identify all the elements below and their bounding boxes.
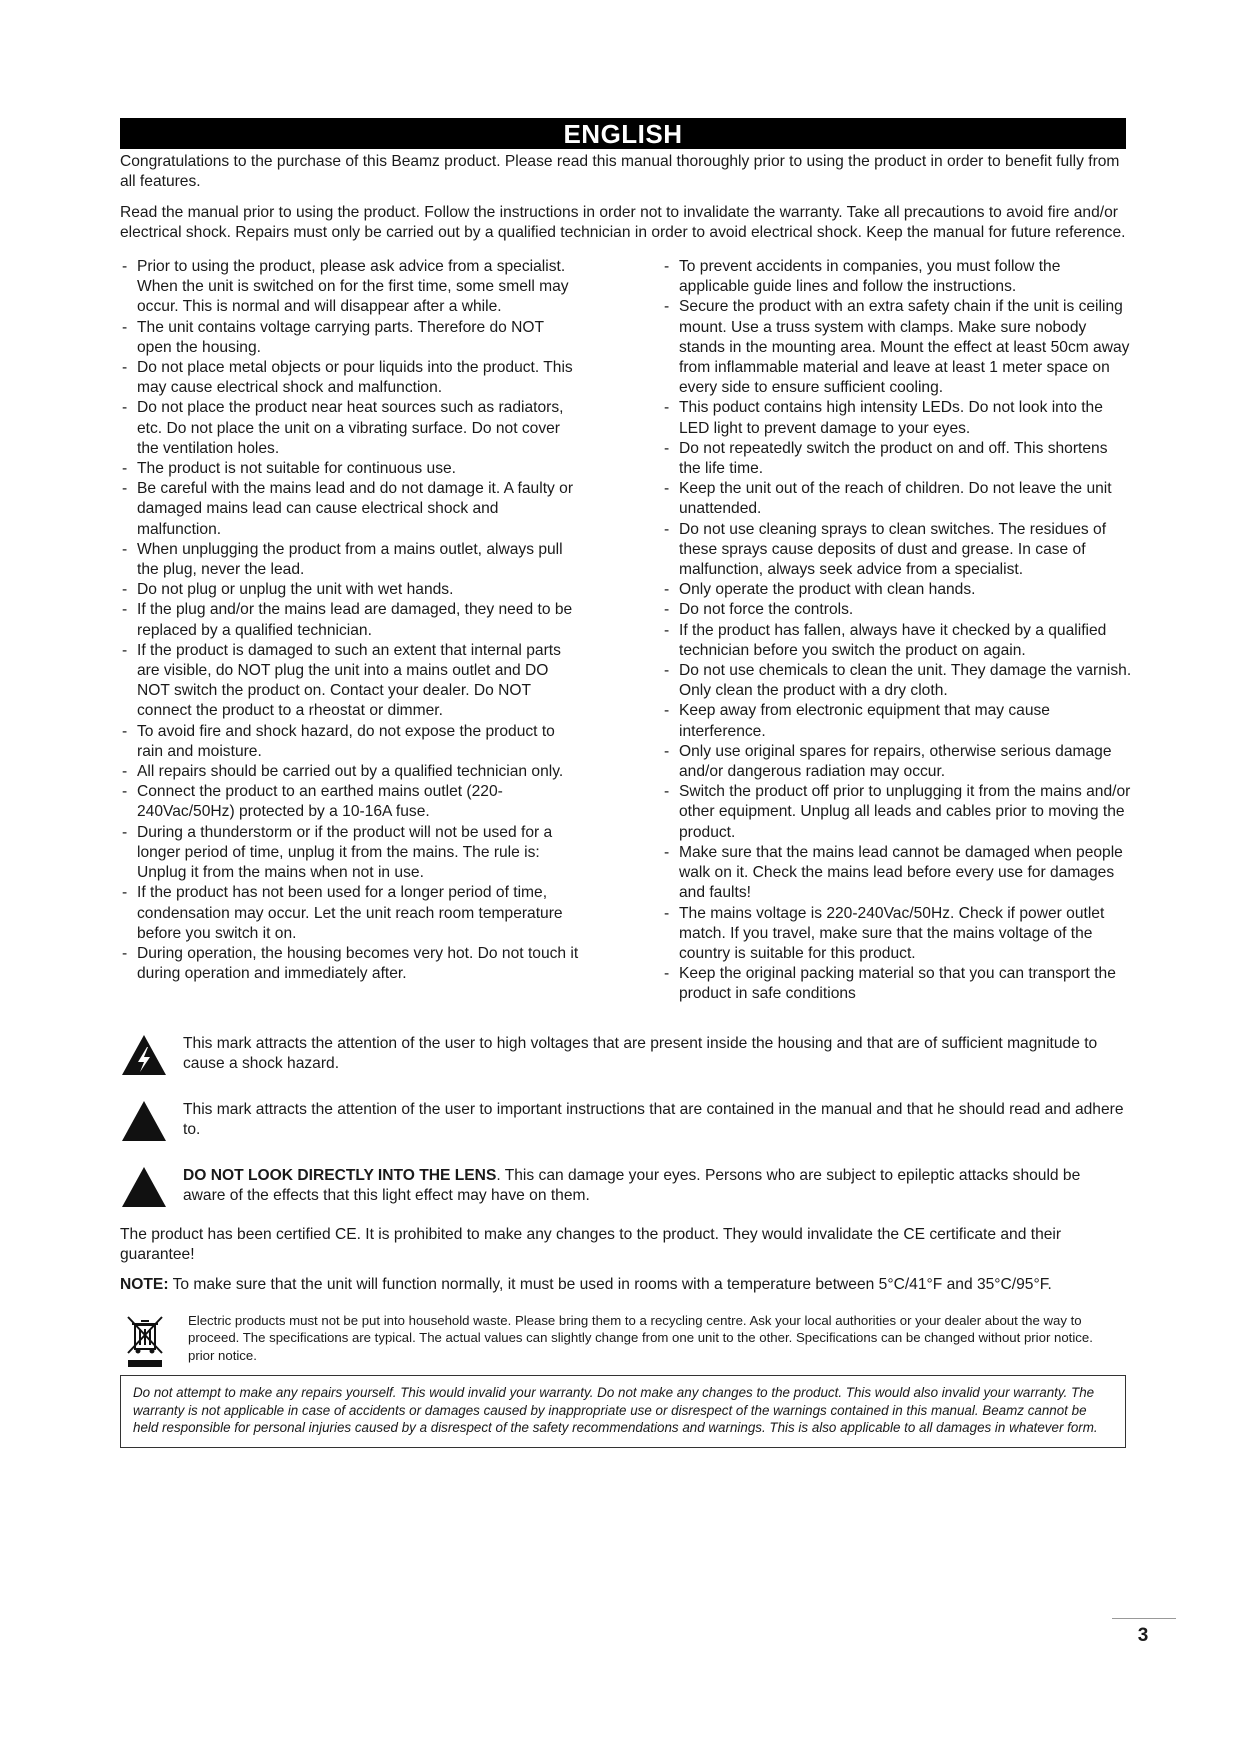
list-item: - Keep the original packing material so that you can transport the product in safe conditions xyxy=(662,964,1132,1004)
lens-warning-heading: DO NOT LOOK DIRECTLY INTO THE LENS xyxy=(183,1166,497,1184)
weee-text-continued: prior notice. xyxy=(188,1347,257,1363)
list-item: - If the product has not been used for a longer period of time, condensation may occur. Let the unit reach room temperature before you switch it on. xyxy=(120,883,582,944)
exclamation-warning-icon xyxy=(120,1099,168,1143)
list-item: - Connect the product to an earthed mains outlet (220-240Vac/50Hz) protected by a 10-16A fuse. xyxy=(120,782,582,822)
page-number: 3 xyxy=(1137,1625,1149,1646)
weee-text: Electric products must not be put into household waste. Please bring them to a recycling centre. Ask your local authorities or your dealer about the way to proceed. The specifications are typical. The actual values can slightly change from one unit to the other. Specifications can be changed without prior notice. xyxy=(188,1312,1093,1346)
list-item: - To avoid fire and shock hazard, do not expose the product to rain and moisture. xyxy=(120,722,582,762)
list-item: - Keep the unit out of the reach of children. Do not leave the unit unattended. xyxy=(662,479,1132,519)
list-item: - To prevent accidents in companies, you must follow the applicable guide lines and follow the instructions. xyxy=(662,257,1132,297)
list-item: - If the plug and/or the mains lead are damaged, they need to be replaced by a qualified technician. xyxy=(120,600,582,640)
list-item: - Do not repeatedly switch the product on and off. This shortens the life time. xyxy=(662,439,1132,479)
safety-list-right xyxy=(662,257,1132,1005)
list-item: - When unplugging the product from a mains outlet, always pull the plug, never the lead. xyxy=(120,540,582,580)
weee-disposal-notice xyxy=(120,1312,1126,1365)
high-voltage-text: This mark attracts the attention of the user to high voltages that are present inside the housing and that are of sufficient magnitude to cause a shock hazard. xyxy=(183,1034,1098,1072)
list-item: - The product is not suitable for continuous use. xyxy=(120,459,582,479)
list-item: - Do not force the controls. xyxy=(662,600,1132,620)
intro-paragraph-2: Read the manual prior to using the product. Follow the instructions in order not to invalidate the warranty. Take all precautions to avoid fire and/or electrical shock. Repairs must only be carried out by a qualified technician in order to avoid electrical shock. Keep the manual for future reference. xyxy=(120,204,1126,241)
list-item: - All repairs should be carried out by a qualified technician only. xyxy=(120,762,582,782)
high-voltage-warning xyxy=(120,1033,1126,1077)
list-item: - If the product is damaged to such an extent that internal parts are visible, do NOT plug the unit into a mains outlet and DO NOT switch the product on. Contact your dealer. Do NOT connect the product to a rheostat or dimmer. xyxy=(120,641,582,722)
ce-certification-text: The product has been certified CE. It is prohibited to make any changes to the product. They would invalidate the CE certificate and their guarantee! xyxy=(120,1225,1062,1263)
list-item: - Do not place the product near heat sources such as radiators, etc. Do not place the unit on a vibrating surface. Do not cover the ventilation holes. xyxy=(120,398,582,459)
lens-warning-text xyxy=(183,1165,1126,1206)
list-item: - Only use original spares for repairs, otherwise serious damage and/or dangerous radiation may occur. xyxy=(662,742,1132,782)
safety-list-left xyxy=(120,257,582,1005)
manual-page xyxy=(120,118,1132,1448)
intro-paragraph-1: Congratulations to the purchase of this Beamz product. Please read this manual thoroughly prior to using the product in order to benefit fully from all features. xyxy=(120,153,1120,190)
lens-warning xyxy=(120,1165,1126,1209)
instructions-warning xyxy=(120,1099,1126,1143)
list-item: - Do not use chemicals to clean the unit. They damage the varnish. Only clean the product with a dry cloth. xyxy=(662,661,1132,701)
list-item: - Only operate the product with clean hands. xyxy=(662,580,1132,600)
list-item: - Prior to using the product, please ask advice from a specialist. When the unit is switched on for the first time, some smell may occur. This is normal and will disappear after a while. xyxy=(120,257,582,318)
list-item: - Secure the product with an extra safety chain if the unit is ceiling mount. Use a truss system with clamps. Make sure nobody stands in the mounting area. Mount the effect at least 50cm away from inflammable material and leave at least 1 meter space on every side to ensure sufficient cooling. xyxy=(662,297,1132,398)
temperature-note xyxy=(120,1275,1126,1295)
list-item: - The unit contains voltage carrying parts. Therefore do NOT open the housing. xyxy=(120,318,582,358)
note-label: NOTE: xyxy=(120,1275,169,1293)
list-item: - Be careful with the mains lead and do not damage it. A faulty or damaged mains lead can cause electrical shock and malfunction. xyxy=(120,479,582,540)
list-item: - If the product has fallen, always have it checked by a qualified technician before you switch the product on again. xyxy=(662,621,1132,661)
list-item: - During a thunderstorm or if the product will not be used for a longer period of time, unplug it from the mains. The rule is: Unplug it from the mains when not in use. xyxy=(120,823,582,884)
note-text: To make sure that the unit will function normally, it must be used in rooms with a temperature between 5°C/41°F and 35°C/95°F. xyxy=(168,1275,1052,1293)
list-item: - Switch the product off prior to unplugging it from the mains and/or other equipment. Unplug all leads and cables prior to moving the product. xyxy=(662,782,1132,843)
high-voltage-icon xyxy=(120,1033,168,1077)
safety-instructions xyxy=(120,257,1132,1005)
crossed-out-bin-icon xyxy=(124,1314,166,1368)
lens-warning-body: . This can damage your eyes. Persons who are subject to epileptic attacks should be aware of the effects that this light effect may have on them. xyxy=(183,1166,1081,1204)
list-item: - Do not use cleaning sprays to clean switches. The residues of these sprays cause deposits of dust and grease. In case of malfunction, always seek advice from a specialist. xyxy=(662,520,1132,581)
list-item: - Make sure that the mains lead cannot be damaged when people walk on it. Check the mains lead before every use for damages and faults! xyxy=(662,843,1132,904)
list-item: - Keep away from electronic equipment that may cause interference. xyxy=(662,701,1132,741)
page-number-rule xyxy=(1112,1618,1176,1619)
list-item: - During operation, the housing becomes very hot. Do not touch it during operation and immediately after. xyxy=(120,944,582,984)
disclaimer-box xyxy=(120,1375,1126,1448)
disclaimer-text: Do not attempt to make any repairs yourself. This would invalid your warranty. Do not make any changes to the product. This would also invalid your warranty. The warranty is not applicable in case of accidents or damages caused by inappropriate use or disrespect of the warnings contained in this manual. Beamz cannot be held responsible for personal injuries caused by a disrespect of the safety recommendations and warnings. This is also applicable to all damages in whatever form. xyxy=(133,1385,1098,1436)
language-banner: ENGLISH xyxy=(120,118,1126,149)
list-item: - Do not place metal objects or pour liquids into the product. This may cause electrical shock and malfunction. xyxy=(120,358,582,398)
instructions-text: This mark attracts the attention of the user to important instructions that are contained in the manual and that he should read and adhere to. xyxy=(183,1100,1124,1138)
list-item: - Do not plug or unplug the unit with wet hands. xyxy=(120,580,582,600)
list-item: - This poduct contains high intensity LEDs. Do not look into the LED light to prevent damage to your eyes. xyxy=(662,398,1132,438)
exclamation-warning-icon xyxy=(120,1165,168,1209)
list-item: - The mains voltage is 220-240Vac/50Hz. Check if power outlet match. If you travel, make sure that the mains voltage of the country is suitable for this product. xyxy=(662,904,1132,965)
